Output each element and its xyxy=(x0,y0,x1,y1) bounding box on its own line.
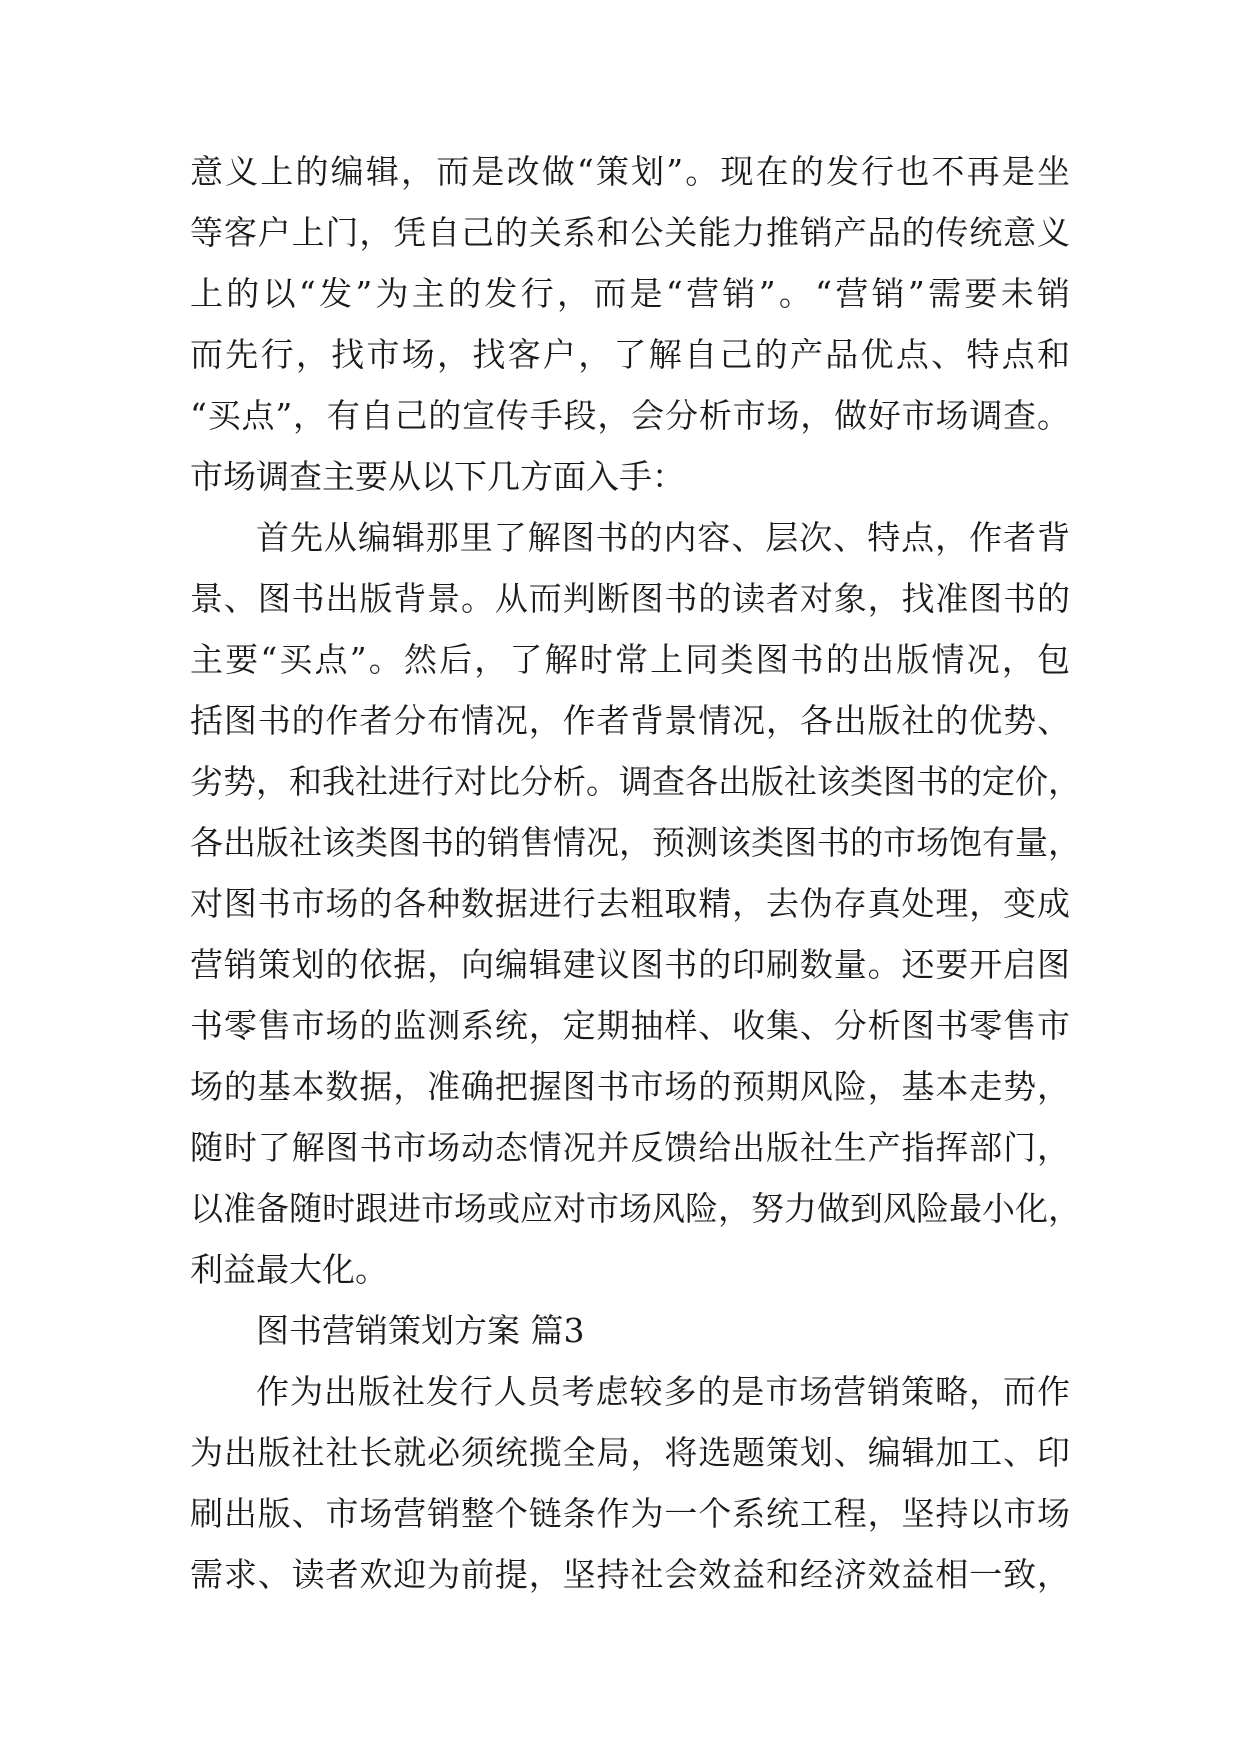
text-line: 营销策划的依据，向编辑建议图书的印刷数量。还要开启图 xyxy=(190,945,1070,984)
text-line: 场的基本数据，准确把握图书市场的预期风险，基本走势， xyxy=(190,1067,1070,1106)
text-line: 各出版社该类图书的销售情况，预测该类图书的市场饱有量， xyxy=(190,823,1081,862)
text-line: 随时了解图书市场动态情况并反馈给出版社生产指挥部门， xyxy=(190,1128,1070,1167)
text-line: 意义上的编辑，而是改做“策划”。现在的发行也不再是坐 xyxy=(190,152,1070,191)
text-line: 劣势，和我社进行对比分析。调查各出版社该类图书的定价， xyxy=(190,762,1081,801)
text-line: 括图书的作者分布情况，作者背景情况，各出版社的优势、 xyxy=(190,701,1070,740)
text-line: 为出版社社长就必须统揽全局，将选题策划、编辑加工、印 xyxy=(190,1433,1070,1472)
paragraph-first-line: 首先从编辑那里了解图书的内容、层次、特点，作者背 xyxy=(256,518,1070,557)
text-line: 以准备随时跟进市场或应对市场风险，努力做到风险最小化， xyxy=(190,1189,1081,1228)
text-line: 等客户上门，凭自己的关系和公关能力推销产品的传统意义 xyxy=(190,213,1070,252)
text-line: 市场调查主要从以下几方面入手： xyxy=(190,457,685,496)
text-line: 景、图书出版背景。从而判断图书的读者对象，找准图书的 xyxy=(190,579,1070,618)
section-heading: 图书营销策划方案 篇3 xyxy=(256,1311,585,1350)
text-line: 上的以“发”为主的发行，而是“营销”。“营销”需要未销 xyxy=(190,274,1070,313)
text-line: 书零售市场的监测系统，定期抽样、收集、分析图书零售市 xyxy=(190,1006,1070,1045)
text-line: 刷出版、市场营销整个链条作为一个系统工程，坚持以市场 xyxy=(190,1494,1070,1533)
paragraph-first-line: 作为出版社发行人员考虑较多的是市场营销策略，而作 xyxy=(256,1372,1070,1411)
text-line: 主要“买点”。然后，了解时常上同类图书的出版情况，包 xyxy=(190,640,1070,679)
text-line: 对图书市场的各种数据进行去粗取精，去伪存真处理，变成 xyxy=(190,884,1070,923)
text-line: “买点”，有自己的宣传手段，会分析市场，做好市场调查。 xyxy=(190,396,1070,435)
text-line: 利益最大化。 xyxy=(190,1250,388,1289)
text-line: 而先行，找市场，找客户，了解自己的产品优点、特点和 xyxy=(190,335,1070,374)
text-line: 需求、读者欢迎为前提，坚持社会效益和经济效益相一致， xyxy=(190,1555,1070,1594)
